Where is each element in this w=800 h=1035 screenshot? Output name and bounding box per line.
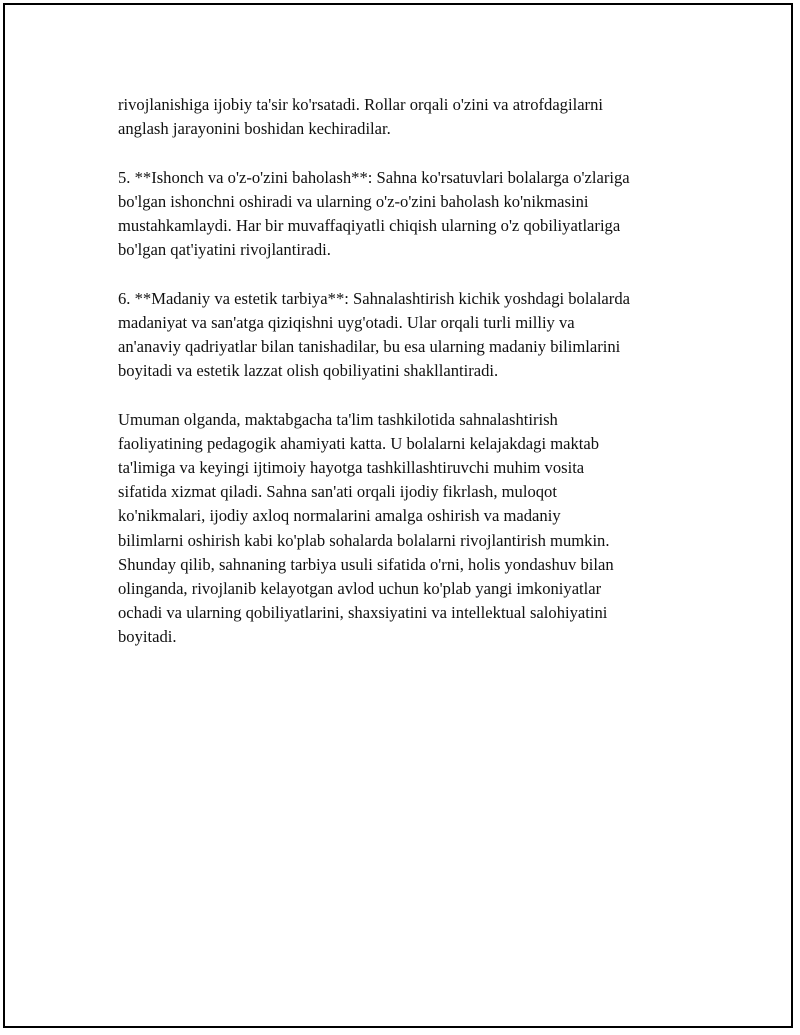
text-line: bo'lgan ishonchni oshiradi va ularning o'z-o'zini baholash ko'nikmasini (118, 191, 589, 211)
text-line: Shunday qilib, sahnaning tarbiya usuli sifatida o'rni, holis yondashuv bilan (118, 554, 614, 574)
text-line: olinganda, rivojlanib kelayotgan avlod uchun ko'plab yangi imkoniyatlar (118, 579, 602, 599)
paragraph-item-6 (118, 287, 698, 384)
text-line: 5. **Ishonch va o'z-o'zini baholash**: Sahna ko'rsatuvlari bolalarga o'zlariga (118, 167, 630, 187)
text-line: Umuman olganda, maktabgacha ta'lim tashkilotida sahnalashtirish (118, 409, 558, 429)
text-line: anglash jarayonini boshidan kechiradilar. (118, 119, 391, 139)
text-line: an'anaviy qadriyatlar bilan tanishadilar, bu esa ularning madaniy bilimlarini (118, 337, 621, 356)
text-line: bo'lgan qat'iyatini rivojlantiradi. (118, 240, 331, 260)
paragraph-item-5 (118, 166, 698, 263)
text-line: ko'nikmalari, ijodiy axloq normalarini amalga oshirish va madaniy (118, 506, 561, 526)
text-line: 6. **Madaniy va estetik tarbiya**: Sahnalashtirish kichik yoshdagi bolalarda (118, 288, 630, 308)
text-line: ta'limiga va keyingi ijtimoiy hayotga tashkillashtiruvchi muhim vosita (118, 458, 585, 477)
text-line: faoliyatining pedagogik ahamiyati katta. U bolalarni kelajakdagi maktab (118, 433, 600, 453)
paragraph-continuation (118, 93, 698, 141)
text-line: mustahkamlaydi. Har bir muvaffaqiyatli chiqish ularning o'z qobiliyatlariga (118, 216, 621, 235)
text-line: sifatida xizmat qiladi. Sahna san'ati orqali ijodiy fikrlash, muloqot (118, 482, 557, 502)
text-line: ochadi va ularning qobiliyatlarini, shaxsiyatini va intellektual salohiyatini (118, 603, 608, 623)
text-line: boyitadi va estetik lazzat olish qobiliyatini shakllantiradi. (118, 361, 499, 381)
text-line: bilimlarni oshirish kabi ko'plab sohalarda bolalarni rivojlantirish mumkin. (118, 530, 610, 550)
text-line: rivojlanishiga ijobiy ta'sir ko'rsatadi. Rollar orqali o'zini va atrofdagilarni (118, 95, 603, 114)
document-body (118, 93, 698, 674)
text-line: boyitadi. (118, 627, 177, 647)
text-line: madaniyat va san'atga qiziqishni uyg'otadi. Ular orqali turli milliy va (118, 312, 575, 332)
paragraph-conclusion (118, 408, 698, 650)
